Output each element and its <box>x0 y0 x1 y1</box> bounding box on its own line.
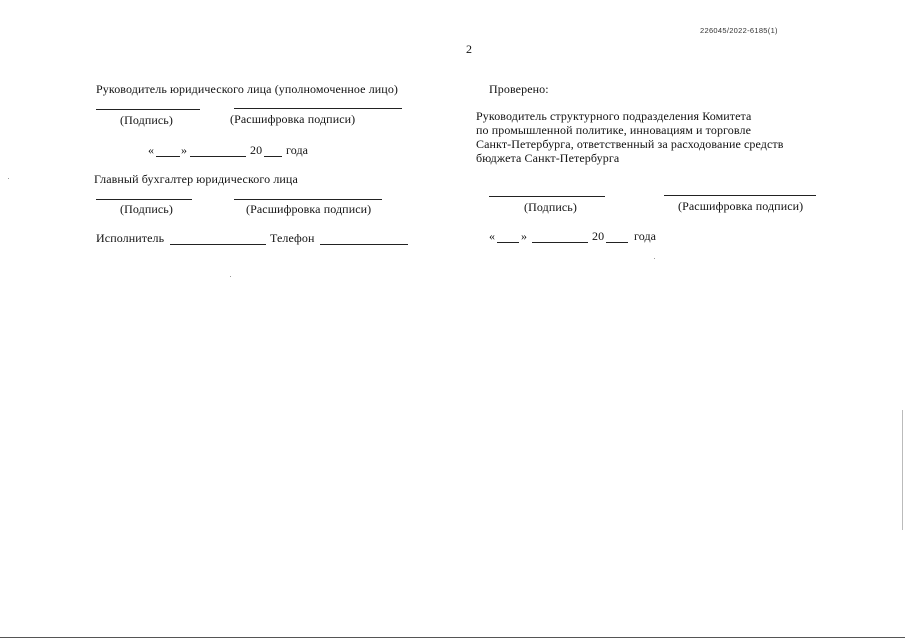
right-signature-line <box>489 196 605 197</box>
accountant-decode-caption: (Расшифровка подписи) <box>246 202 372 216</box>
head-decode-line <box>234 108 402 109</box>
scan-speck <box>230 276 231 277</box>
committee-line-3: Санкт-Петербурга, ответственный за расходование средств <box>476 137 784 151</box>
right-date-open-quote: « <box>489 229 496 243</box>
committee-line-2: по промышленной политике, инновациям и торговле <box>476 123 751 137</box>
accountant-title: Главный бухгалтер юридического лица <box>94 172 298 186</box>
scan-speck <box>8 178 9 179</box>
left-date-year-line <box>264 156 282 157</box>
right-signature-caption: (Подпись) <box>524 200 577 214</box>
right-date-year-line <box>606 242 628 243</box>
document-id: 226045/2022-6185(1) <box>700 26 778 35</box>
left-date-open-quote: « <box>148 143 155 157</box>
right-date-day-line <box>497 242 519 243</box>
accountant-decode-line <box>234 199 382 200</box>
head-title: Руководитель юридического лица (уполномоченное лицо) <box>96 82 399 96</box>
executor-label: Исполнитель <box>96 231 165 245</box>
left-date-month-line <box>190 156 246 157</box>
head-signature-line <box>96 109 200 110</box>
right-decode-caption: (Расшифровка подписи) <box>678 199 804 213</box>
bottom-edge-line <box>0 637 905 638</box>
committee-line-4: бюджета Санкт-Петербурга <box>476 151 620 165</box>
head-signature-caption: (Подпись) <box>120 113 173 127</box>
head-decode-caption: (Расшифровка подписи) <box>230 112 356 126</box>
scan-speck <box>654 258 655 259</box>
right-date-close-quote: » <box>521 229 528 243</box>
accountant-signature-line <box>96 199 192 200</box>
page-number: 2 <box>466 42 472 56</box>
left-date-suffix: года <box>286 143 309 157</box>
left-date-close-quote: » <box>181 143 188 157</box>
accountant-signature-caption: (Подпись) <box>120 202 173 216</box>
right-date-suffix: года <box>634 229 657 243</box>
committee-block <box>476 109 856 165</box>
right-date-year-prefix: 20 <box>592 229 605 243</box>
phone-line <box>320 244 408 245</box>
right-date-month-line <box>532 242 588 243</box>
right-decode-line <box>664 195 816 196</box>
left-date-year-prefix: 20 <box>250 143 263 157</box>
right-edge-artifact <box>902 410 903 530</box>
committee-line-1: Руководитель структурного подразделения Комитета <box>476 109 752 123</box>
left-date-day-line <box>156 156 180 157</box>
phone-label: Телефон <box>270 231 315 245</box>
executor-line <box>170 244 266 245</box>
checked-label: Проверено: <box>489 82 549 96</box>
